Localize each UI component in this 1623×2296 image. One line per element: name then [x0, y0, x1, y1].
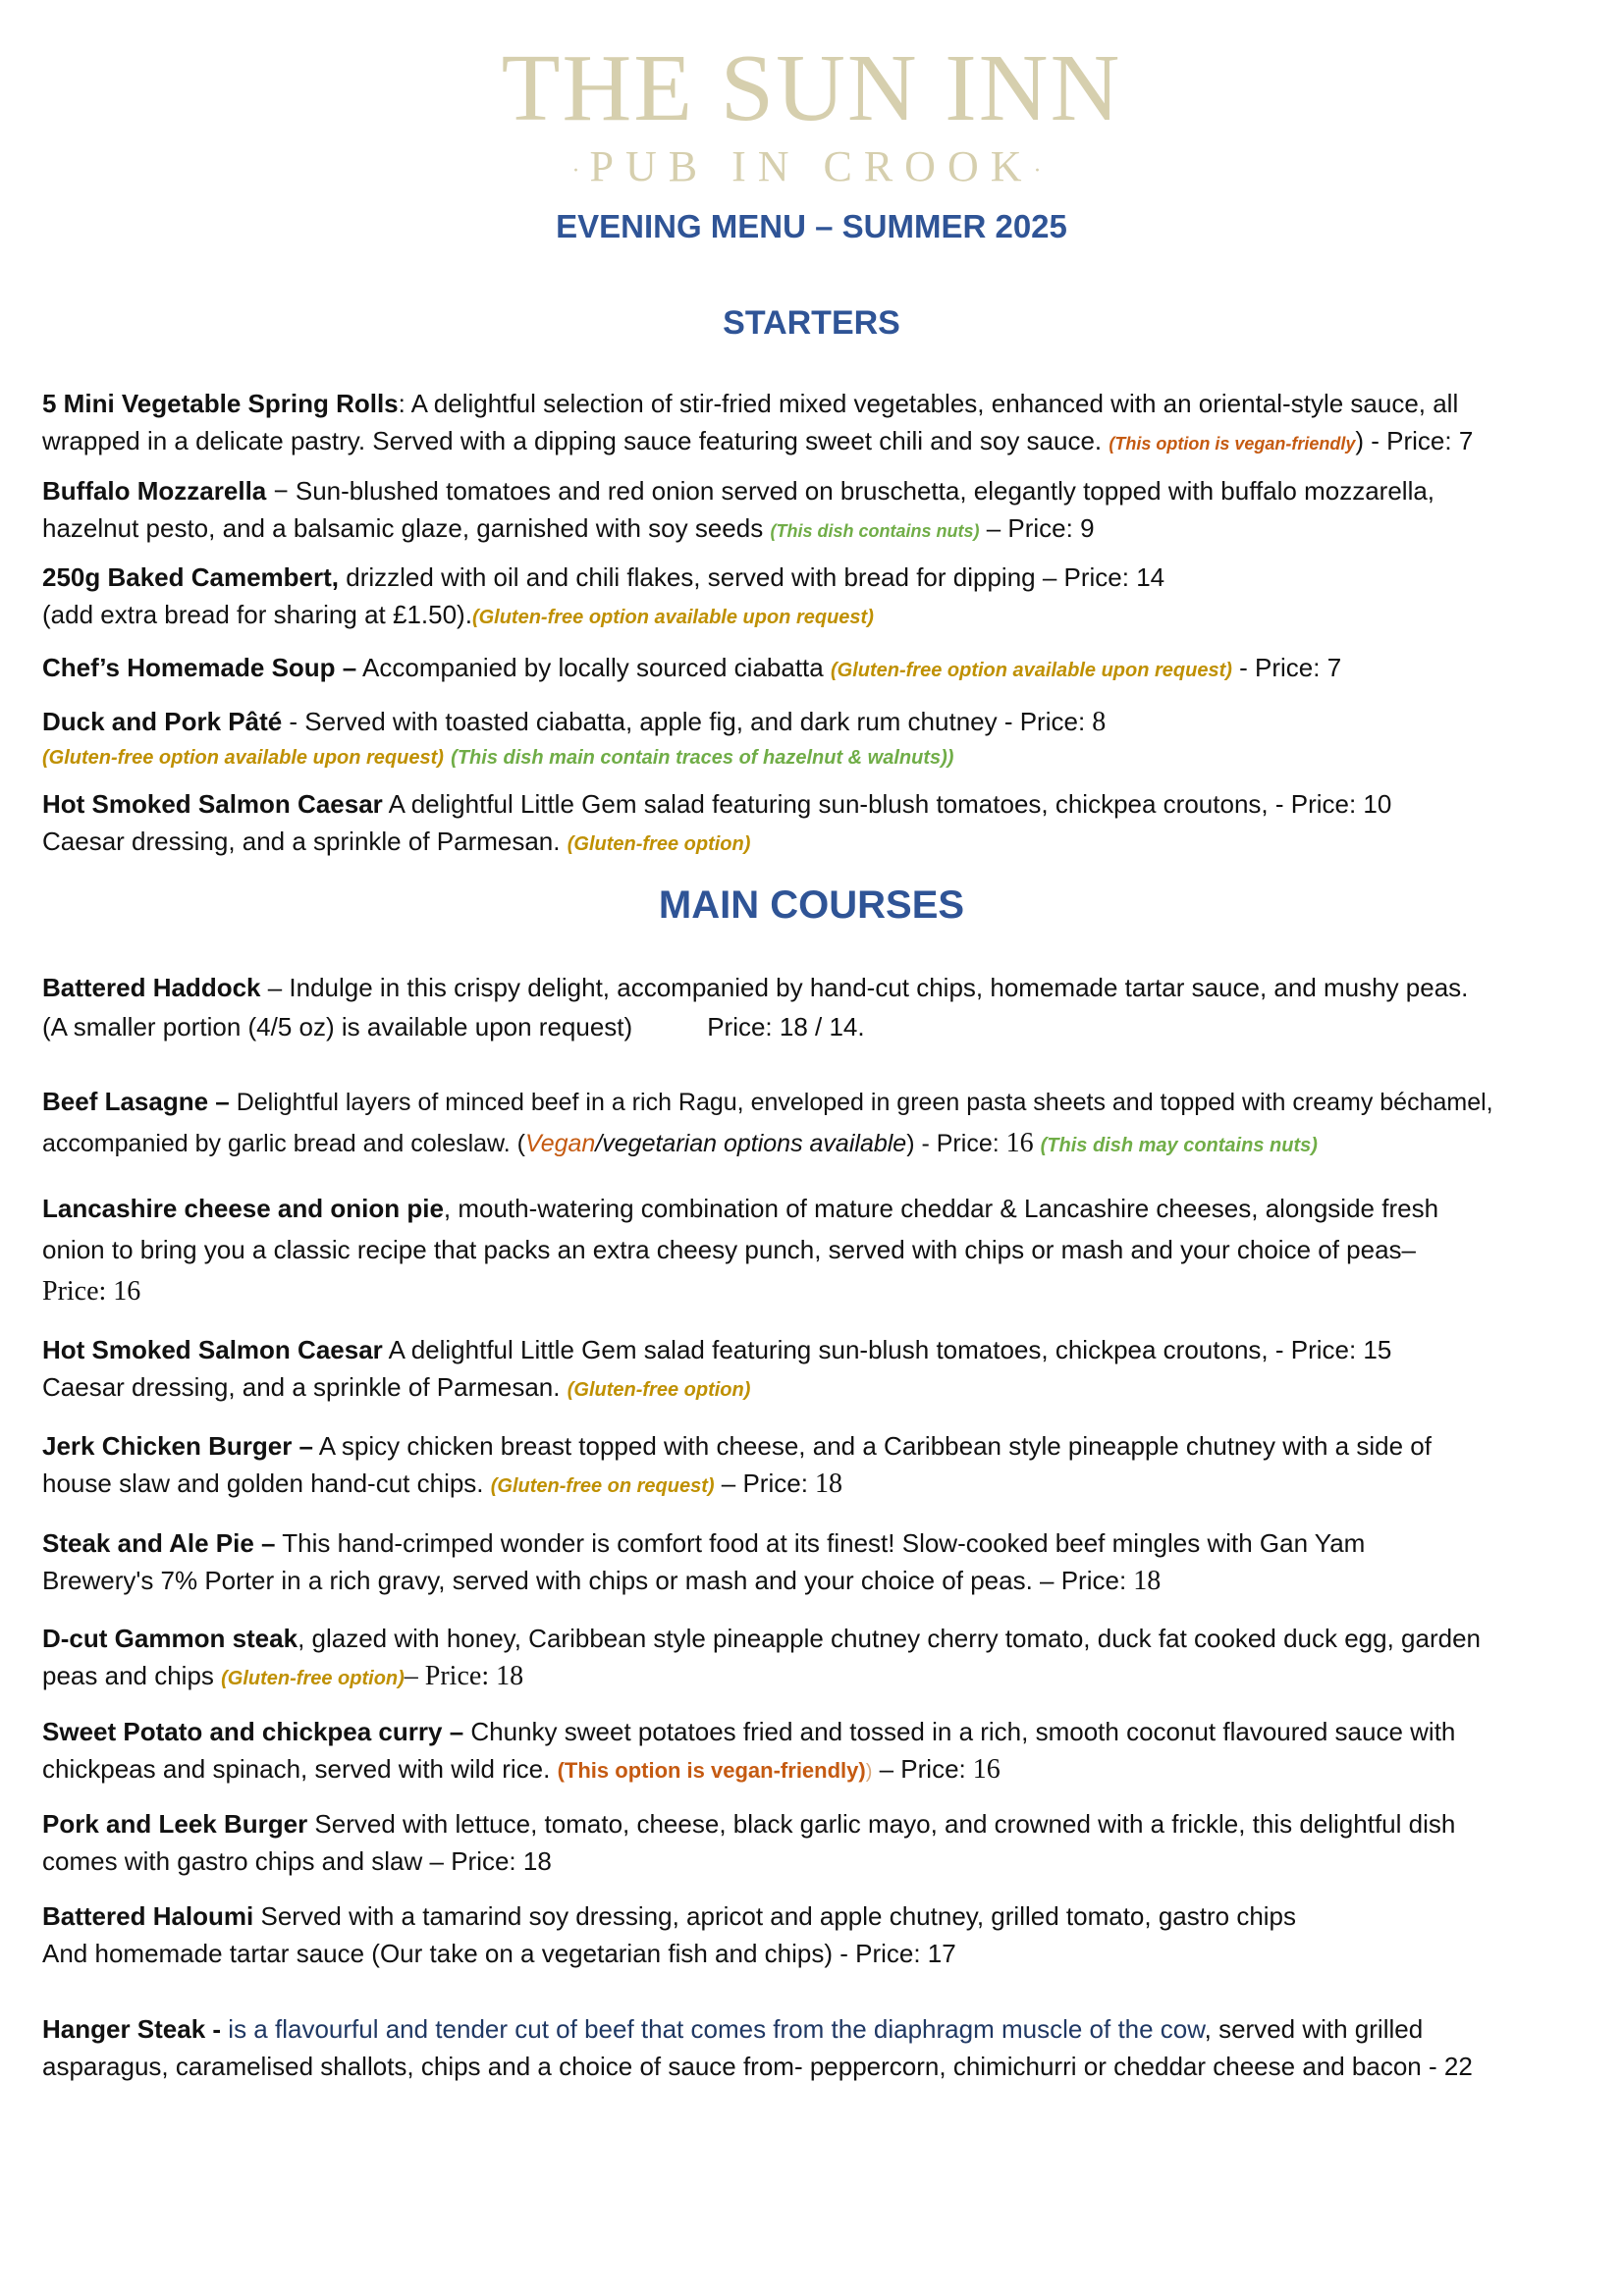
item-desc: A spicy chicken breast topped with cheese, and a Caribbean style pineapple chutney with a side of — [313, 1431, 1432, 1461]
item-desc: , served with grilled — [1204, 2014, 1424, 2044]
starters-heading: STARTERS — [723, 304, 900, 342]
item-price: 16 — [999, 1128, 1034, 1158]
logo-subtitle-text: PUB IN CROOK — [589, 142, 1034, 190]
gluten-free-note: (Gluten-free option) — [567, 833, 751, 855]
vegan-word: Vegan — [524, 1130, 596, 1157]
gluten-free-note: (Gluten-free option available upon request) — [42, 747, 444, 769]
logo-title: THE SUN INN — [501, 35, 1122, 141]
item-desc: Accompanied by locally sourced ciabatta — [356, 653, 824, 682]
item-desc: - Served with toasted ciabatta, apple fig, and dark rum chutney - Price: — [282, 707, 1086, 736]
item-name: Sweet Potato and chickpea curry – — [42, 1717, 464, 1746]
item-desc: wrapped in a delicate pastry. Served with a dipping sauce featuring sweet chili and soy sauce. — [42, 426, 1103, 455]
starter-buffalo-mozzarella — [42, 472, 1594, 550]
item-desc: comes with gastro chips and slaw – Price: 18 — [42, 1846, 552, 1876]
item-price: Price: 16 — [42, 1276, 141, 1307]
item-desc: chickpeas and spinach, served with wild rice. — [42, 1754, 551, 1784]
item-desc: Served with lettuce, tomato, cheese, black garlic mayo, and crowned with a frickle, this delightful dish — [307, 1809, 1456, 1839]
starter-salmon-caesar — [42, 785, 1594, 863]
item-name: Battered Haloumi — [42, 1901, 254, 1931]
main-steak-ale-pie — [42, 1524, 1594, 1600]
item-name: Hot Smoked Salmon Caesar — [42, 1335, 383, 1364]
nuts-note: (This dish may contains nuts) — [1040, 1135, 1318, 1156]
item-desc: – Price: — [714, 1468, 808, 1498]
item-price: ) - Price: 7 — [1355, 426, 1474, 455]
main-haddock — [42, 969, 1594, 1045]
item-name: Hot Smoked Salmon Caesar — [42, 789, 383, 819]
item-name: Battered Haddock — [42, 973, 261, 1002]
item-desc: is a flavourful and tender cut of beef that comes from the diaphragm muscle of the cow — [221, 2014, 1205, 2044]
logo-dot-right: · — [1033, 157, 1052, 184]
item-price: 16 — [965, 1754, 1001, 1785]
starter-camembert — [42, 559, 1594, 636]
main-pork-leek-burger — [42, 1805, 1594, 1880]
item-desc: And homemade tartar sauce (Our take on a vegetarian fish and chips) - Price: 17 — [42, 1939, 956, 1968]
main-hanger-steak — [42, 2010, 1594, 2085]
starter-pate — [42, 703, 1594, 772]
logo — [0, 37, 1623, 196]
item-name: Chef’s Homemade Soup – — [42, 653, 357, 682]
item-desc: − Sun-blushed tomatoes and red onion served on bruschetta, elegantly topped with buffalo mozzarella, — [266, 476, 1435, 506]
vegan-note: (This option is vegan-friendly) — [557, 1758, 866, 1783]
mains-heading: MAIN COURSES — [658, 883, 965, 927]
gluten-free-note: (Gluten-free on request) — [490, 1475, 715, 1497]
item-desc: onion to bring you a classic recipe that packs an extra cheesy punch, served with chips or mash and your choice of peas– — [42, 1235, 1416, 1264]
nuts-note: (This dish main contain traces of hazelnut & walnuts)) — [451, 747, 954, 769]
item-desc: A delightful Little Gem salad featuring sun-blush tomatoes, chickpea croutons, - Price: 10 — [382, 789, 1392, 819]
item-name: Jerk Chicken Burger – — [42, 1431, 314, 1461]
item-price: Price: 18 / 14. — [707, 1012, 865, 1041]
item-desc: This hand-crimped wonder is comfort food at its finest! Slow-cooked beef mingles with Gan Yam — [275, 1528, 1366, 1558]
item-desc: peas and chips — [42, 1661, 214, 1690]
gluten-free-note: (Gluten-free option available upon request) — [471, 607, 874, 628]
item-desc: Caesar dressing, and a sprinkle of Parmesan. — [42, 1372, 561, 1402]
logo-subtitle — [0, 141, 1623, 196]
gluten-free-note: (Gluten-free option) — [221, 1668, 405, 1689]
vegan-note: (This option is vegan-friendly — [1109, 434, 1356, 454]
menu-title: EVENING MENU – SUMMER 2025 — [556, 208, 1067, 244]
main-gammon-steak — [42, 1620, 1594, 1697]
item-desc: asparagus, caramelised shallots, chips and a choice of sauce from- peppercorn, chimichurri or cheddar cheese and bacon - 22 — [42, 2052, 1473, 2081]
item-desc: , mouth-watering combination of mature cheddar & Lancashire cheeses, alongside fresh — [443, 1194, 1439, 1223]
item-desc: (add extra bread for sharing at £1.50). — [42, 600, 472, 629]
item-desc: Caesar dressing, and a sprinkle of Parmesan. — [42, 827, 561, 856]
starter-spring-rolls — [42, 385, 1594, 462]
item-desc: – Indulge in this crispy delight, accompanied by hand-cut chips, homemade tartar sauce, and mushy peas. — [260, 973, 1469, 1002]
item-desc: A delightful Little Gem salad featuring sun-blush tomatoes, chickpea croutons, - Price: 15 — [382, 1335, 1392, 1364]
item-name: Hanger Steak - — [42, 2014, 222, 2044]
item-name: Duck and Pork Pâté — [42, 707, 283, 736]
item-desc: Delightful layers of minced beef in a rich Ragu, enveloped in green pasta sheets and topped with creamy béchamel, — [229, 1089, 1493, 1116]
gluten-free-note: (Gluten-free option) — [567, 1379, 751, 1401]
item-price: 8 — [1085, 707, 1107, 737]
item-name: Beef Lasagne – — [42, 1087, 230, 1116]
item-name: 250g Baked Camembert, — [42, 562, 340, 592]
item-desc: , glazed with honey, Caribbean style pineapple chutney cherry tomato, duck fat cooked duck egg, garden — [298, 1624, 1482, 1653]
main-jerk-chicken-burger — [42, 1427, 1594, 1505]
item-desc: Brewery's 7% Porter in a rich gravy, served with chips or mash and your choice of peas. – Price: — [42, 1566, 1127, 1595]
item-name: 5 Mini Vegetable Spring Rolls — [42, 389, 399, 418]
item-desc: accompanied by garlic bread and coleslaw. ( — [42, 1130, 525, 1157]
item-price: – Price: 18 — [404, 1661, 524, 1691]
starter-soup — [42, 649, 1594, 689]
item-price: 18 — [807, 1468, 842, 1499]
item-desc: : A delightful selection of stir-fried mixed vegetables, enhanced with an oriental-style sauce, all — [398, 389, 1459, 418]
item-name: Lancashire cheese and onion pie — [42, 1194, 444, 1223]
main-cheese-onion-pie — [42, 1188, 1594, 1312]
item-desc: drizzled with oil and chili flakes, served with bread for dipping – Price: 14 — [339, 562, 1165, 592]
main-salmon-caesar — [42, 1331, 1594, 1409]
item-price: – Price: 9 — [979, 513, 1095, 543]
main-sweet-potato-curry — [42, 1713, 1594, 1790]
item-name: D-cut Gammon steak — [42, 1624, 298, 1653]
item-desc: Served with a tamarind soy dressing, apricot and apple chutney, grilled tomato, gastro chips — [253, 1901, 1297, 1931]
logo-dot-left: · — [571, 157, 590, 184]
gluten-free-note: (Gluten-free option available upon request) — [830, 660, 1232, 681]
item-desc: /vegetarian options available — [595, 1130, 907, 1157]
main-lasagne — [42, 1083, 1594, 1164]
item-desc: Chunky sweet potatoes fried and tossed in a rich, smooth coconut flavoured sauce with — [463, 1717, 1456, 1746]
stray-bracket: ) — [865, 1761, 873, 1783]
nuts-note: (This dish contains nuts) — [770, 521, 980, 541]
item-name: Steak and Ale Pie – — [42, 1528, 276, 1558]
item-desc: ) - Price: — [906, 1130, 1000, 1157]
item-name: Buffalo Mozzarella — [42, 476, 267, 506]
item-desc: house slaw and golden hand-cut chips. — [42, 1468, 484, 1498]
item-desc: hazelnut pesto, and a balsamic glaze, garnished with soy seeds — [42, 513, 764, 543]
item-desc: (A smaller portion (4/5 oz) is available upon request) — [42, 1012, 633, 1041]
item-price: 18 — [1126, 1566, 1162, 1596]
item-desc: – Price: — [872, 1754, 966, 1784]
item-price: - Price: 7 — [1231, 653, 1342, 682]
item-name: Pork and Leek Burger — [42, 1809, 308, 1839]
main-battered-haloumi — [42, 1897, 1594, 1972]
